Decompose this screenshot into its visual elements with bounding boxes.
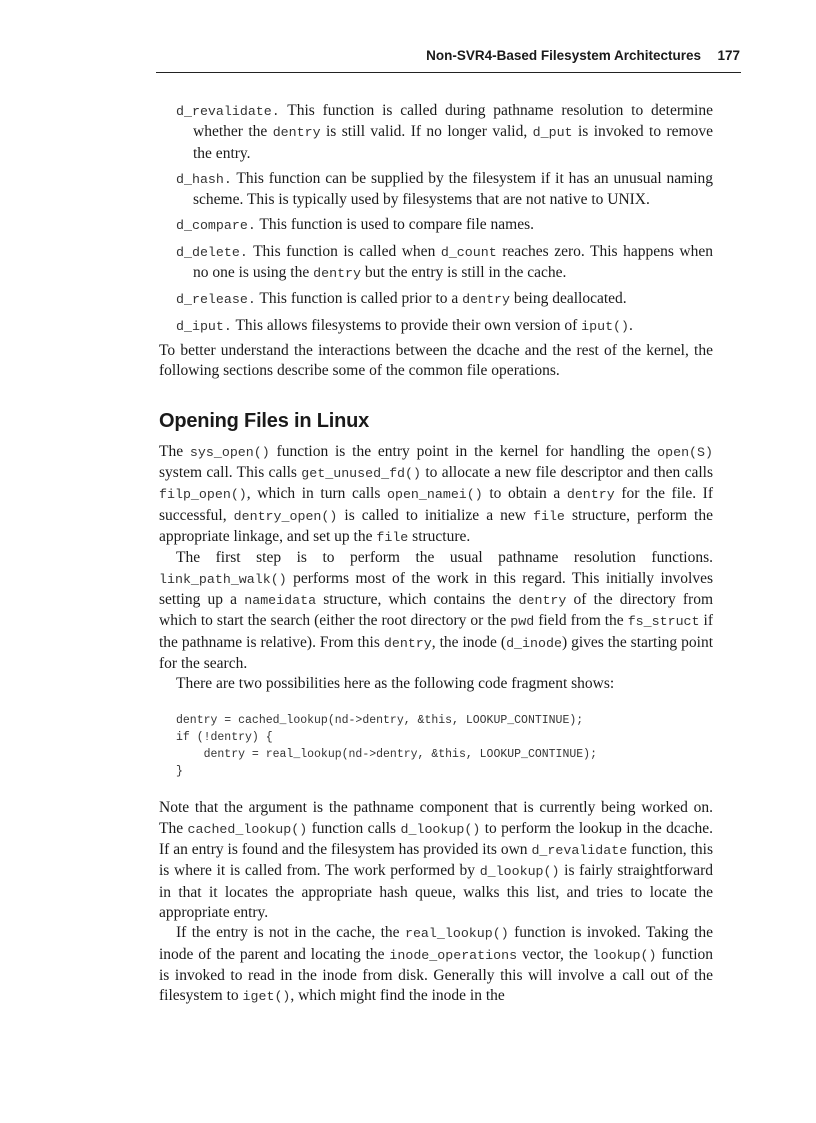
- text-run: function, this is where it is called from. The work performed by: [159, 841, 713, 880]
- section-heading: Opening Files in Linux: [159, 409, 370, 432]
- body-paragraph: [159, 798, 713, 923]
- text-run: if the pathname is relative). From this: [159, 612, 713, 651]
- definition-item: [176, 289, 713, 310]
- text-run: to obtain a: [482, 485, 567, 503]
- inline-code: dentry: [518, 592, 567, 608]
- inline-code: dentry: [313, 266, 362, 282]
- inline-code: d_inode: [506, 635, 562, 651]
- text-run: The first step is to perform the usual pathname resolution functions.: [176, 549, 713, 567]
- inline-code: file: [376, 530, 409, 546]
- inline-code: file: [532, 508, 565, 524]
- text-run: function is invoked. Taking the inode of the parent and locating the: [159, 924, 714, 963]
- text-run: but the entry is still in the cache.: [361, 264, 567, 282]
- inline-code: cached_lookup(): [187, 821, 308, 837]
- page-number: 177: [717, 48, 740, 63]
- text-run: field from the: [534, 612, 628, 630]
- text-run: , which might find the inode in the: [290, 987, 505, 1005]
- definition-item: [176, 316, 713, 337]
- text-run: being deallocated.: [510, 290, 627, 308]
- inline-code: get_unused_fd(): [301, 466, 421, 482]
- text-run: This function is used to compare file names.: [255, 216, 535, 234]
- text-run: performs most of the work in this regard. This initially involves setting up a: [159, 569, 713, 608]
- text-run: vector, the: [517, 945, 593, 963]
- text-run: function calls: [307, 819, 401, 837]
- inline-code: dentry: [566, 487, 615, 503]
- text-run: system call. This calls: [159, 464, 302, 482]
- dentry-operations-list: [176, 101, 713, 337]
- definition-term: d_revalidate.: [176, 104, 280, 119]
- text-run: structure, which contains the: [316, 590, 519, 608]
- text-run: is invoked to remove the entry.: [193, 123, 713, 162]
- definition-item: [176, 169, 713, 211]
- inline-code: d_count: [440, 244, 497, 260]
- definition-term: d_delete.: [176, 244, 248, 260]
- inline-code: open(S): [657, 444, 713, 460]
- text-run: , which in turn calls: [246, 485, 387, 503]
- section-paragraphs: [159, 442, 713, 695]
- text-run: of the directory from which to start the search (either the root directory or the: [159, 590, 713, 630]
- inline-code: dentry: [383, 635, 432, 651]
- inline-code: d_lookup(): [479, 864, 560, 880]
- text-run: is called to initialize a new: [337, 506, 533, 524]
- body-paragraph: [159, 548, 713, 674]
- text-run: This function is called when: [247, 242, 441, 260]
- definition-item: [176, 101, 713, 164]
- inline-code: fs_struct: [627, 614, 700, 630]
- text-run: is fairly straightforward in that it locates the appropriate hash queue, walks this list, and tries to locate the appropriate entry.: [159, 862, 713, 921]
- text-run: If the entry is not in the cache, the: [176, 924, 405, 942]
- inline-code: dentry: [272, 125, 321, 141]
- text-run: function is invoked to read in the inode from disk. Generally this will involve a call out of the filesystem to: [159, 945, 713, 1005]
- text-run: Note that the argument is the pathname component that is currently being worked on. The: [159, 799, 713, 837]
- inline-code: d_revalidate: [531, 843, 628, 859]
- inline-code: sys_open(): [189, 444, 270, 460]
- inline-code: link_path_walk(): [159, 571, 287, 587]
- body-paragraph: [159, 442, 713, 548]
- text-run: This function is called during pathname resolution to determine whether the: [193, 102, 713, 141]
- section-paragraphs-continued: [159, 798, 713, 1007]
- definition-term: d_compare.: [176, 218, 256, 234]
- inline-code: real_lookup(): [404, 926, 509, 942]
- text-run: function is the entry point in the kernel for handling the: [269, 442, 658, 460]
- page-body: [159, 101, 713, 1007]
- text-run: reaches zero. This happens when no one is using the: [193, 242, 713, 282]
- body-paragraph: [159, 674, 713, 694]
- text-run: structure, perform the appropriate linkage, and set up the: [159, 506, 713, 546]
- text-run: is still valid. If no longer valid,: [320, 123, 533, 141]
- intro-paragraph: To better understand the interactions between the dcache and the rest of the kernel, the following sections describe some of the common file operations.: [159, 341, 713, 380]
- text-run: .: [629, 316, 633, 334]
- inline-code: dentry: [462, 292, 511, 308]
- definition-term: d_release.: [176, 292, 256, 308]
- definition-item: [176, 242, 713, 285]
- inline-code: nameidata: [244, 592, 317, 608]
- definition-term: d_iput.: [176, 318, 232, 334]
- inline-code: inode_operations: [389, 947, 518, 963]
- text-run: to perform the lookup in the dcache. If an entry is found and the filesystem has provided its own: [159, 819, 713, 859]
- inline-code: open_namei(): [386, 487, 483, 503]
- text-run: for the file. If successful,: [159, 485, 713, 524]
- text-run: to allocate a new file descriptor and then calls: [421, 464, 713, 482]
- text-run: This function is called prior to a: [255, 290, 463, 308]
- body-paragraph: [159, 923, 713, 1007]
- text-run: ) gives the starting point for the search.: [159, 633, 713, 672]
- inline-code: iget(): [242, 989, 291, 1005]
- inline-code: d_lookup(): [400, 821, 481, 837]
- inline-code: filp_open(): [159, 487, 247, 503]
- text-run: This function can be supplied by the filesystem if it has an unusual naming scheme. This is typically used by filesystems that are not native to UNIX.: [193, 169, 713, 209]
- inline-code: pwd: [510, 614, 535, 630]
- inline-code: lookup(): [592, 947, 657, 963]
- text-run: structure.: [408, 528, 471, 546]
- text-run: There are two possibilities here as the following code fragment shows:: [176, 675, 615, 693]
- definition-term: d_hash.: [176, 171, 232, 187]
- page-header: [156, 48, 741, 73]
- text-run: This allows filesystems to provide their own version of: [231, 316, 582, 334]
- inline-code: iput(): [581, 318, 630, 334]
- running-header-title: Non-SVR4-Based Filesystem Architectures: [426, 48, 701, 63]
- definition-item: [176, 215, 713, 236]
- inline-code: d_put: [532, 125, 573, 141]
- text-run: , the inode (: [431, 633, 507, 651]
- inline-code: dentry_open(): [233, 508, 338, 524]
- code-fragment: dentry = cached_lookup(nd->dentry, &this, LOOKUP_CONTINUE); if (!dentry) { dentry = real_lookup(nd->dentry, &this, LOOKUP_CONTINUE); }: [176, 714, 597, 779]
- text-run: The: [159, 442, 190, 460]
